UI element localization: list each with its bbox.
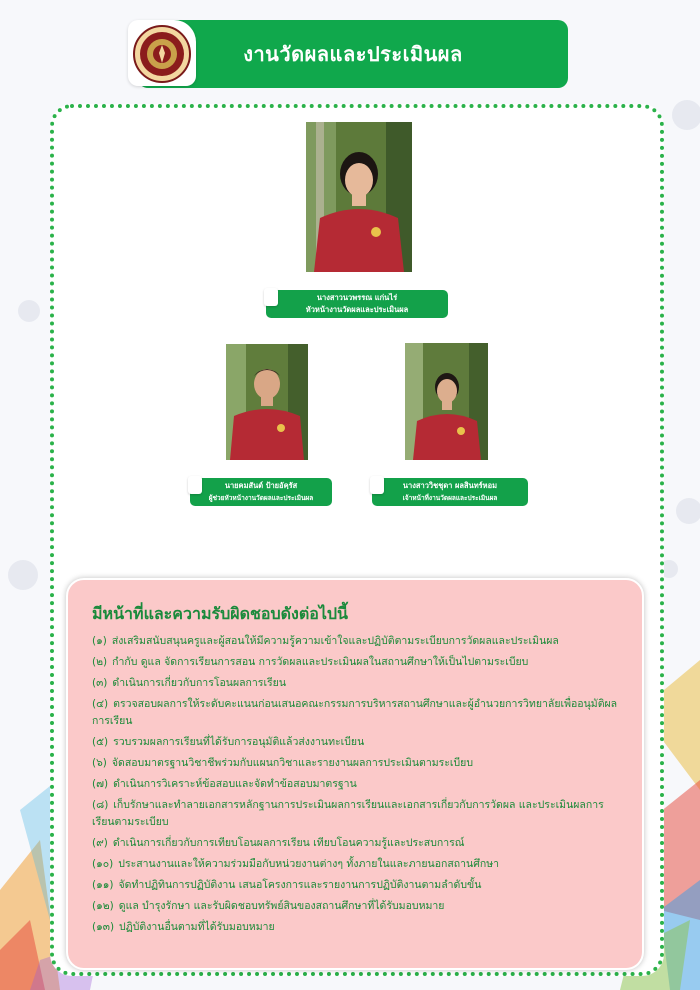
duty-number: (๗) — [92, 778, 109, 791]
duty-number: (๑) — [92, 635, 107, 647]
duty-text: ดำเนินการเกี่ยวกับการโอนผลการเรียน — [112, 677, 286, 690]
assistant-left-namecard — [190, 478, 332, 506]
duty-item — [92, 877, 620, 894]
duty-text: ปฏิบัติงานอื่นตามที่ได้รับมอบหมาย — [119, 921, 275, 934]
duty-number: (๙) — [92, 836, 108, 849]
assistant-left-position: ผู้ช่วยหัวหน้างานวัดผลและประเมินผล — [208, 494, 314, 502]
duty-number: (๑๑) — [92, 879, 114, 892]
duty-item — [92, 919, 620, 936]
duty-number: (๕) — [92, 735, 109, 748]
duty-item — [92, 797, 620, 830]
duty-item — [92, 675, 620, 692]
duty-text: ดำเนินการวิเคราะห์ข้อสอบและจัดทำข้อสอบมาตรฐาน — [113, 778, 357, 791]
duty-number: (๑๐) — [92, 858, 114, 871]
duty-item — [92, 696, 620, 729]
duty-number: (๒) — [92, 656, 108, 669]
school-emblem-icon — [133, 25, 191, 83]
assistant-right-namecard — [372, 478, 528, 506]
assistant-right-position: เจ้าหน้าที่งานวัดผลและประเมินผล — [402, 494, 498, 502]
duty-item — [92, 835, 620, 852]
assistant-right-name: นางสาววิชชุดา ผลสินทร์หอม — [402, 481, 498, 490]
head-namecard — [266, 290, 448, 318]
duty-text: ส่งเสริมสนับสนุนครูและผู้สอนให้มีความรู้ความเข้าใจและปฏิบัติตามระเบียบการวัดผลและประเมินผล — [111, 635, 559, 647]
namecard-tab — [264, 288, 278, 306]
duty-text: ตรวจสอบผลการให้ระดับคะแนนก่อนเสนอคณะกรรมการบริหารสถานศึกษาและผู้อำนวยการวิทยาลัยเพื่ออนุมัติผลการเรียน — [92, 698, 618, 727]
duty-text: ประสานงานและให้ความร่วมมือกับหน่วยงานต่างๆ ทั้งภายในและภายนอกสถานศึกษา — [118, 858, 500, 871]
duty-number: (๘) — [92, 799, 109, 812]
page-header — [138, 20, 568, 88]
duty-item — [92, 633, 620, 650]
namecard-tab — [188, 476, 202, 494]
head-photo — [306, 122, 412, 272]
assistant-left-name: นายคมสันต์ ป้ายอัคฺรัส — [224, 481, 298, 490]
head-position: หัวหน้างานวัดผลและประเมินผล — [305, 305, 409, 314]
duty-item — [92, 755, 620, 772]
assistant-left-photo — [226, 344, 308, 460]
page-title: งานวัดผลและประเมินผล — [243, 42, 463, 66]
duty-number: (๑๒) — [92, 900, 114, 913]
duty-item — [92, 776, 620, 793]
duty-number: (๑๓) — [92, 921, 115, 934]
duty-text: กำกับ ดูแล จัดการเรียนการสอน การวัดผลและประเมินผลในสถานศึกษาให้เป็นไปตามระเบียบ — [112, 656, 529, 669]
duty-text: จัดสอบมาตรฐานวิชาชีพร่วมกับแผนกวิชาและรายงานผลการประเมินตามระเบียบ — [111, 757, 474, 770]
assistant-right-photo — [405, 343, 488, 460]
duties-heading: มีหน้าที่และความรับผิดชอบดังต่อไปนี้ — [92, 604, 348, 623]
duty-text: ดำเนินการเกี่ยวกับการเทียบโอนผลการเรียน เทียบโอนความรู้และประสบการณ์ — [112, 836, 465, 849]
duty-text: ดูแล บำรุงรักษา และรับผิดชอบทรัพย์สินของสถานศึกษาที่ได้รับมอบหมาย — [118, 900, 445, 913]
duty-number: (๖) — [92, 757, 107, 770]
duty-number: (๓) — [92, 677, 108, 690]
duty-number: (๔) — [92, 698, 109, 711]
head-name: นางสาวนวพรรณ แก่นไร่ — [316, 293, 398, 302]
duties-list — [92, 633, 620, 936]
duty-item — [92, 654, 620, 671]
duty-text: จัดทำปฏิทินการปฏิบัติงาน เสนอโครงการและรายงานการปฏิบัติงานตามลำดับขั้น — [118, 879, 482, 892]
duty-item — [92, 856, 620, 873]
duty-text: รวบรวมผลการเรียนที่ได้รับการอนุมัติแล้วส่งงานทะเบียน — [113, 735, 365, 748]
duty-item — [92, 734, 620, 751]
duty-text: เก็บรักษาและทำลายเอกสารหลักฐานการประเมินผลการเรียนและเอกสารเกี่ยวกับการวัดผล และประเมินผลการเรียนตามระเบียบ — [92, 799, 604, 828]
namecard-tab — [370, 476, 384, 494]
duty-item — [92, 898, 620, 915]
duties-panel — [66, 578, 644, 970]
